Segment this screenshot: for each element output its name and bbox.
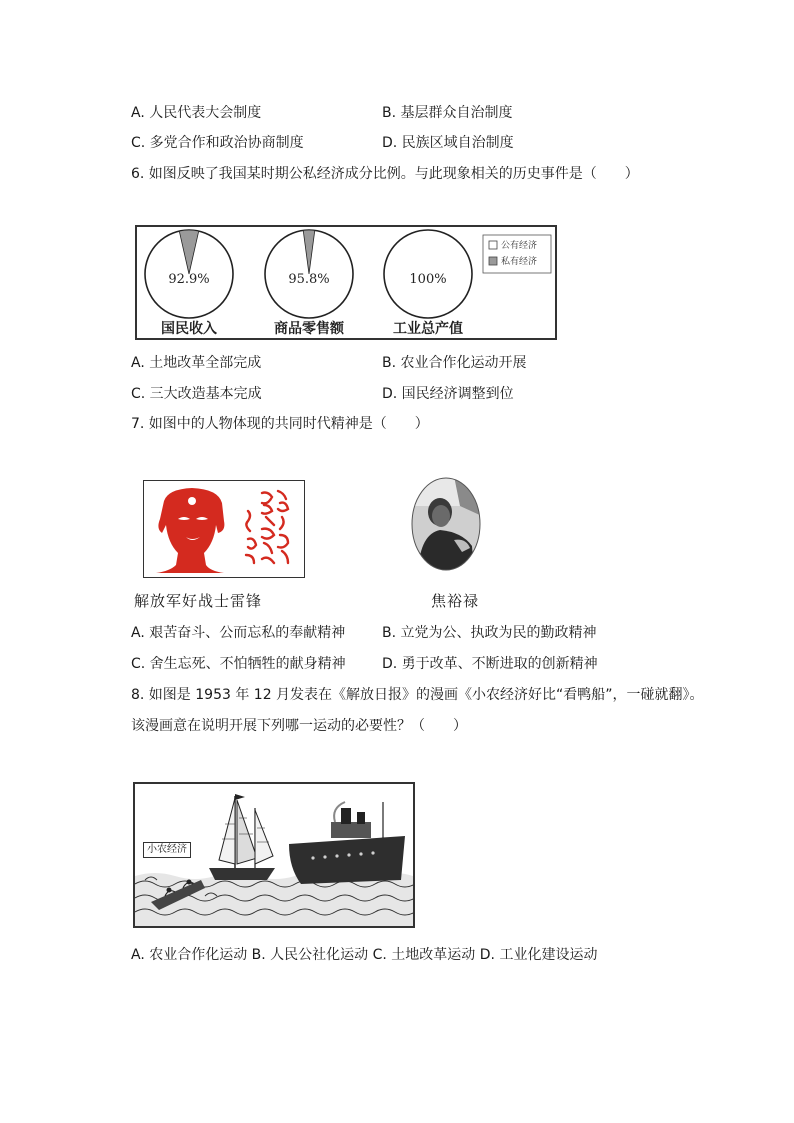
pie-3-value-label: 100%: [409, 272, 447, 287]
leifeng-portrait-image: [143, 480, 305, 578]
pie-2-title: 商品零售额: [274, 321, 344, 337]
legend-swatch-public: [489, 241, 497, 249]
q6-option-a: A. 土地改革全部完成: [131, 355, 262, 371]
q8-stem-line1: 8. 如图是 1953 年 12 月发表在《解放日报》的漫画《小农经济好比“看鸭船”，一碰就翻》。: [131, 687, 704, 703]
calligraphy-inscription: [246, 491, 288, 563]
q7-option-d: D. 勇于改革、不断进取的创新精神: [382, 656, 598, 672]
q6-option-c: C. 三大改造基本完成: [131, 386, 262, 402]
q5-option-a: A. 人民代表大会制度: [131, 105, 262, 121]
q7-stem: 7. 如图中的人物体现的共同时代精神是（ ）: [131, 416, 429, 432]
q8-stem-line2: 该漫画意在说明开展下列哪一运动的必要性？（ ）: [131, 718, 467, 734]
cartoon-label-sign: 小农经济: [143, 842, 191, 858]
pie-3: [384, 230, 472, 337]
legend-label-private: 私有经济: [501, 257, 538, 267]
pie-2-value-label: 95.8%: [288, 272, 330, 287]
legend-label-public: 公有经济: [501, 241, 538, 251]
q5-option-c: C. 多党合作和政治协商制度: [131, 135, 304, 151]
pie-1-title: 国民收入: [161, 321, 217, 337]
pie-1: [145, 230, 233, 337]
q6-option-b: B. 农业合作化运动开展: [382, 355, 527, 371]
cartoon-image: [133, 782, 415, 928]
legend-swatch-private: [489, 257, 497, 265]
q6-option-d: D. 国民经济调整到位: [382, 386, 514, 402]
leifeng-caption: 解放军好战士雷锋: [134, 592, 263, 610]
q5-option-d: D. 民族区域自治制度: [382, 135, 514, 151]
jiaoyulu-portrait-image: [410, 476, 482, 572]
q6-stem: 6. 如图反映了我国某时期公私经济成分比例。与此现象相关的历史事件是（ ）: [131, 166, 639, 182]
pie-2: [265, 230, 353, 337]
pie-1-value-label: 92.9%: [168, 272, 210, 287]
q7-option-b: B. 立党为公、执政为民的勤政精神: [382, 625, 597, 641]
q8-options: A. 农业合作化运动 B. 人民公社化运动 C. 土地改革运动 D. 工业化建设运动: [131, 947, 598, 963]
q7-option-a: A. 艰苦奋斗、公而忘私的奉献精神: [131, 625, 346, 641]
chart-legend: [483, 235, 551, 273]
pie-chart-figure: [135, 225, 557, 340]
jiaoyulu-caption: 焦裕禄: [431, 592, 480, 610]
pie-chart-svg: [137, 227, 555, 338]
q7-option-c: C. 舍生忘死、不怕牺牲的献身精神: [131, 656, 346, 672]
q5-option-b: B. 基层群众自治制度: [382, 105, 513, 121]
pie-3-title: 工业总产值: [393, 321, 463, 337]
